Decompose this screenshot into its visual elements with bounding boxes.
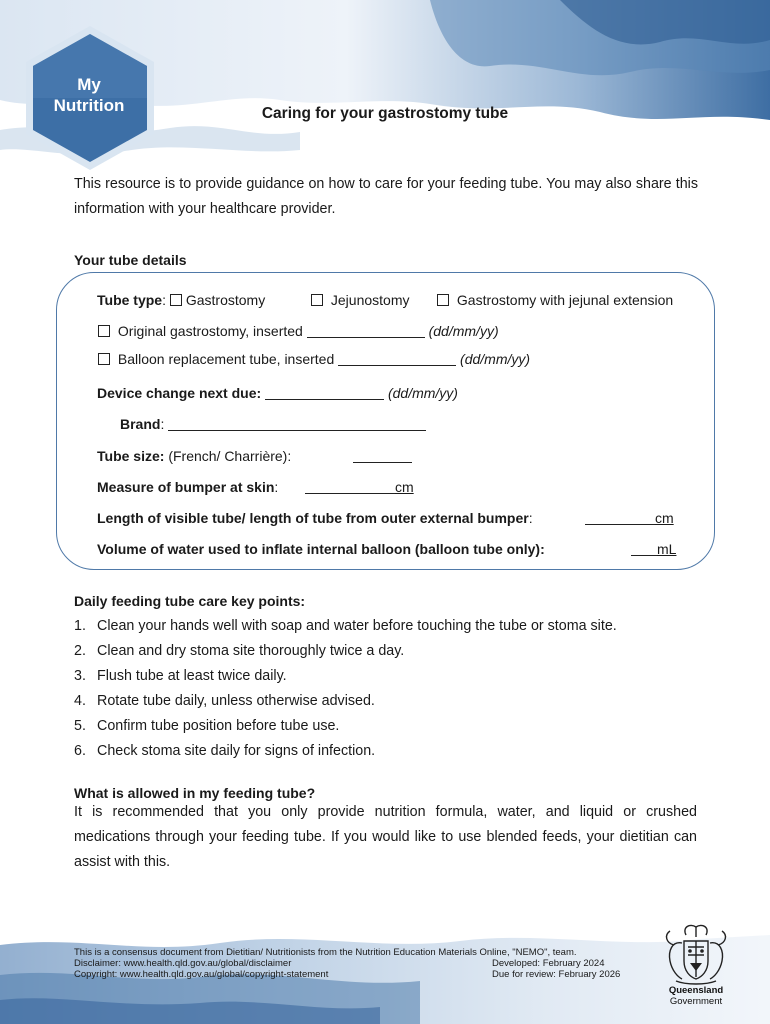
govt-line-1: Queensland xyxy=(668,985,724,996)
footer-review: Due for review: February 2026 xyxy=(492,969,621,980)
balloon-date-field[interactable] xyxy=(338,351,456,366)
brand-label: Brand xyxy=(120,416,161,432)
device-change-date-field[interactable] xyxy=(265,385,384,400)
page-title: Caring for your gastrostomy tube xyxy=(261,105,509,122)
care-item-text: Confirm tube position before tube use. xyxy=(97,718,340,734)
care-list xyxy=(74,616,617,766)
length-field[interactable] xyxy=(585,510,655,525)
volume-unit: mL xyxy=(657,541,677,557)
gastrostomy-checkbox[interactable] xyxy=(170,294,182,306)
care-item-text: Clean and dry stoma site thoroughly twice a day. xyxy=(97,643,405,659)
logo-line-2: Nutrition xyxy=(53,96,125,115)
tube-type-row: Tube type: Gastrostomy xyxy=(97,292,266,308)
list-item: 2. Clean and dry stoma site thoroughly twice a day. xyxy=(74,643,405,659)
original-gastrostomy-checkbox[interactable] xyxy=(98,325,110,337)
care-item-text: Check stoma site daily for signs of infection. xyxy=(97,743,376,759)
brand-field[interactable] xyxy=(168,416,426,431)
care-item-text: Flush tube at least twice daily. xyxy=(97,668,287,684)
tube-size-label: Tube size: xyxy=(97,448,165,464)
length-row: Length of visible tube/ length of tube from outer external bumper: xyxy=(97,510,533,526)
queensland-government-wordmark xyxy=(660,986,732,1007)
list-item: 6. Check stoma site daily for signs of infection. xyxy=(74,743,376,759)
gastro-jejunal-option xyxy=(437,292,673,308)
tube-size-note: (French/ Charrière): xyxy=(168,448,292,464)
tube-size-row xyxy=(97,448,291,464)
tube-size-field[interactable] xyxy=(353,448,412,463)
length-label: Length of visible tube/ length of tube from outer external bumper xyxy=(97,510,529,526)
date-format-hint: (dd/mm/yy) xyxy=(460,351,531,367)
bumper-label: Measure of bumper at skin xyxy=(97,479,275,495)
gastro-jejunal-option-label: Gastrostomy with jejunal extension xyxy=(456,292,674,308)
tube-size-field-wrap xyxy=(353,448,412,464)
jejunostomy-option-label: Jejunostomy xyxy=(330,292,410,308)
list-item: 1. Clean your hands well with soap and water before touching the tube or stoma site. xyxy=(74,618,617,634)
gastrostomy-option-label: Gastrostomy xyxy=(185,292,266,308)
care-item-text: Rotate tube daily, unless otherwise advised. xyxy=(97,693,375,709)
balloon-replacement-checkbox[interactable] xyxy=(98,353,110,365)
jejunostomy-checkbox[interactable] xyxy=(311,294,323,306)
tube-details-heading: Your tube details xyxy=(74,252,187,268)
footer-developed: Developed: February 2024 xyxy=(492,958,605,969)
logo-line-1: My xyxy=(77,75,101,94)
footer-consensus: This is a consensus document from Dietitian/ Nutritionists from the Nutrition Education Materials Online, "NEMO", team. xyxy=(74,947,577,958)
date-format-hint: (dd/mm/yy) xyxy=(428,323,499,339)
jejunostomy-option xyxy=(311,292,409,308)
list-item: 5. Confirm tube position before tube use. xyxy=(74,718,340,734)
original-gastrostomy-label: Original gastrostomy, inserted xyxy=(117,323,303,339)
original-date-field[interactable] xyxy=(307,323,425,338)
care-item-text: Clean your hands well with soap and water before touching the tube or stoma site. xyxy=(97,618,617,634)
care-heading: Daily feeding tube care key points: xyxy=(74,593,306,609)
volume-label: Volume of water used to inflate internal balloon (balloon tube only): xyxy=(97,541,545,557)
volume-field-wrap xyxy=(631,541,676,557)
bumper-row: Measure of bumper at skin: xyxy=(97,479,279,495)
footer-disclaimer: Disclaimer: www.health.qld.gov.au/global/disclaimer xyxy=(74,958,292,969)
govt-line-2: Government xyxy=(669,995,723,1007)
original-gastrostomy-row xyxy=(98,323,499,339)
balloon-replacement-row xyxy=(98,351,530,367)
brand-row: Brand: xyxy=(120,416,426,432)
footer-copyright: Copyright: www.health.qld.gov.au/global/copyright-statement xyxy=(74,969,329,980)
bumper-field[interactable] xyxy=(305,479,395,494)
volume-field[interactable] xyxy=(631,541,657,556)
list-item: 3. Flush tube at least twice daily. xyxy=(74,668,287,684)
gastro-jejunal-checkbox[interactable] xyxy=(437,294,449,306)
bumper-field-wrap xyxy=(305,479,414,495)
balloon-replacement-label: Balloon replacement tube, inserted xyxy=(117,351,335,367)
intro-paragraph: This resource is to provide guidance on how to care for your feeding tube. You may also share this information with your healthcare provider. xyxy=(74,176,698,217)
volume-row xyxy=(97,541,545,557)
date-format-hint: (dd/mm/yy) xyxy=(387,385,458,401)
length-unit: cm xyxy=(655,510,674,526)
length-field-wrap xyxy=(585,510,674,526)
bumper-unit: cm xyxy=(395,479,414,495)
device-change-label: Device change next due: xyxy=(97,385,262,401)
allowed-paragraph: It is recommended that you only provide nutrition formula, water, and liquid or crushed medications through your feeding tube. If you would like to use blended feeds, your dietitian can assist with this. xyxy=(74,804,697,870)
allowed-heading: What is allowed in my feeding tube? xyxy=(74,785,316,801)
list-item: 4. Rotate tube daily, unless otherwise advised. xyxy=(74,693,375,709)
tube-type-label: Tube type xyxy=(97,292,163,308)
device-change-row xyxy=(97,385,458,401)
